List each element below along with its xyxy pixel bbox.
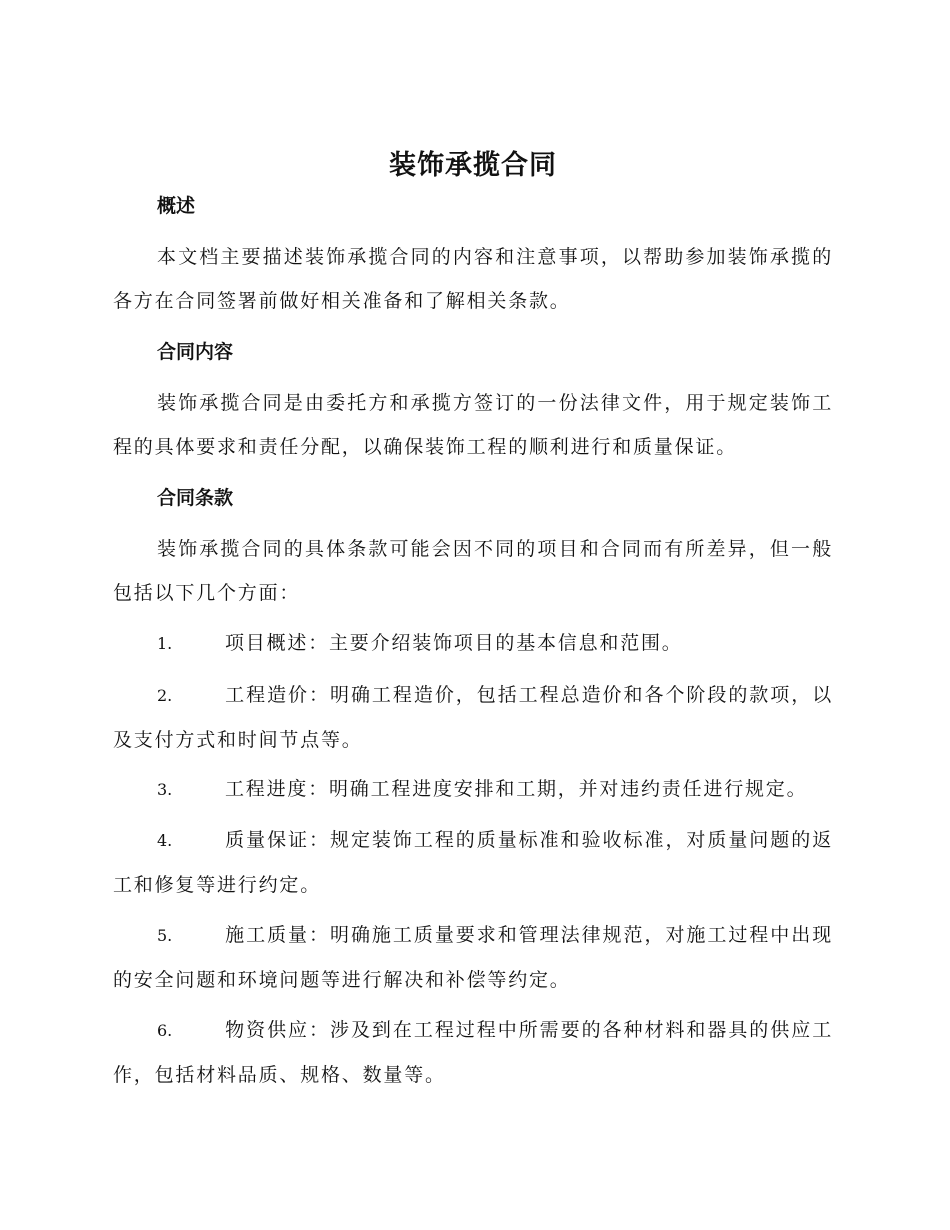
list-item bbox=[113, 818, 833, 907]
list-item-text: 物资供应：涉及到在工程过程中所需要的各种材料和器具的供应工作，包括材料品质、规格、数量等。 bbox=[113, 1019, 833, 1086]
list-item-text: 工程造价：明确工程造价，包括工程总造价和各个阶段的款项，以及支付方式和时间节点等。 bbox=[113, 684, 833, 751]
list-item bbox=[113, 673, 833, 762]
list-item-number: 3. bbox=[157, 780, 173, 799]
list-item-number: 2. bbox=[157, 686, 173, 705]
list-item bbox=[113, 767, 833, 812]
list-item-text: 项目概述：主要介绍装饰项目的基本信息和范围。 bbox=[225, 632, 683, 654]
list-item bbox=[113, 1008, 833, 1097]
list-item-number: 1. bbox=[157, 634, 173, 653]
section-paragraph-contract-terms: 装饰承揽合同的具体条款可能会因不同的项目和合同而有所差异，但一般包括以下几个方面： bbox=[113, 538, 833, 604]
list-item-number: 5. bbox=[157, 926, 173, 945]
list-item-number: 6. bbox=[157, 1021, 173, 1040]
list-item bbox=[113, 621, 833, 666]
section-heading-overview: 概述 bbox=[157, 195, 196, 217]
document-title: 装饰承揽合同 bbox=[389, 150, 557, 181]
section-paragraph-contract-content: 装饰承揽合同是由委托方和承揽方签订的一份法律文件，用于规定装饰工程的具体要求和责任分配，以确保装饰工程的顺利进行和质量保证。 bbox=[113, 392, 833, 458]
section-heading-contract-content: 合同内容 bbox=[157, 341, 234, 363]
list-item-number: 4. bbox=[157, 831, 173, 850]
list-item-text: 质量保证：规定装饰工程的质量标准和验收标准，对质量问题的返工和修复等进行约定。 bbox=[113, 829, 833, 896]
list-item-text: 施工质量：明确施工质量要求和管理法律规范，对施工过程中出现的安全问题和环境问题等进行解决和补偿等约定。 bbox=[113, 924, 833, 991]
section-paragraph-overview: 本文档主要描述装饰承揽合同的内容和注意事项，以帮助参加装饰承揽的各方在合同签署前做好相关准备和了解相关条款。 bbox=[113, 246, 833, 312]
list-item bbox=[113, 913, 833, 1002]
list-item-text: 工程进度：明确工程进度安排和工期，并对违约责任进行规定。 bbox=[225, 778, 808, 800]
section-heading-contract-terms: 合同条款 bbox=[157, 487, 234, 509]
